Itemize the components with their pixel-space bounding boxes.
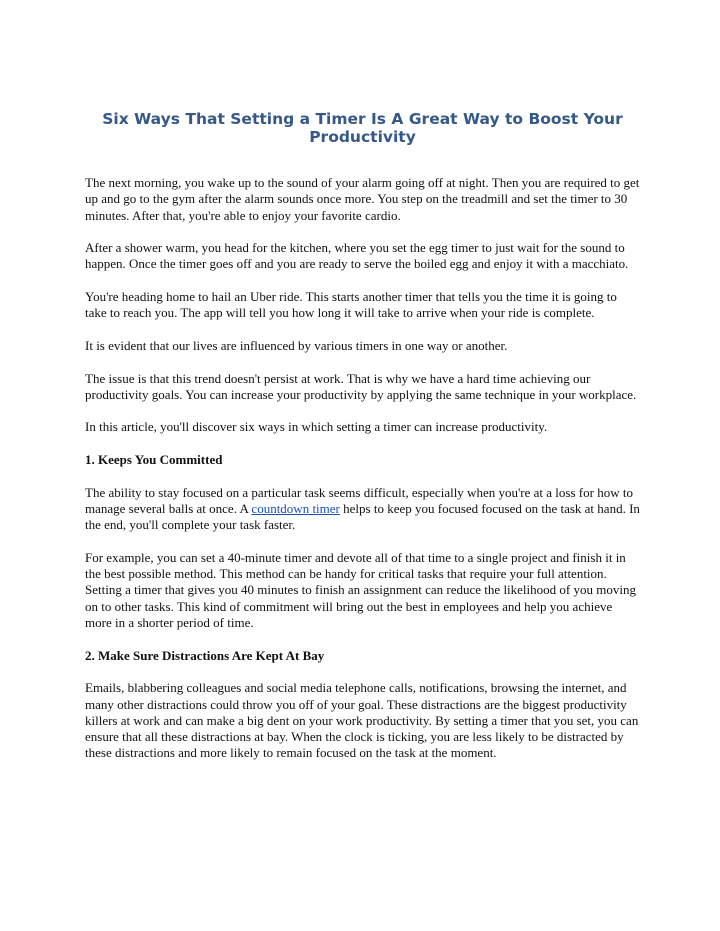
intro-paragraph-4: It is evident that our lives are influenced by various timers in one way or another.	[85, 337, 508, 353]
section-2-heading: 2. Make Sure Distractions Are Kept At Bay	[85, 647, 325, 663]
countdown-timer-link[interactable]: countdown timer	[251, 500, 340, 516]
intro-paragraph-5: The issue is that this trend doesn't persist at work. That is why we have a hard time achieving our productivity goals. You can increase your productivity by applying the same technique in your workplace.	[85, 370, 637, 402]
intro-paragraph-3: You're heading home to hail an Uber ride. This starts another timer that tells you the time it is going to take to reach you. The app will tell you how long it will take to arrive when your ride is complete.	[85, 289, 617, 321]
intro-paragraph-2: After a shower warm, you head for the kitchen, where you set the egg timer to just wait for the sound to happen. Once the timer goes off and you are ready to serve the boiled egg and enjoy it with a macchiato.	[85, 240, 629, 272]
intro-paragraph-6: In this article, you'll discover six ways in which setting a timer can increase productivity.	[85, 419, 548, 435]
intro-paragraph-1: The next morning, you wake up to the sound of your alarm going off at night. Then you are required to get up and go to the gym after the alarm sounds once more. You step on the treadmill and set the timer to 30 minutes. After that, you're able to enjoy your favorite cardio.	[85, 175, 640, 223]
section-1-paragraph-1	[85, 485, 640, 534]
section-1-text-after-link: helps to keep you focused focused on the task at hand. In the end, you'll complete your task faster.	[85, 500, 640, 533]
section-1-text-before-link: The ability to stay focused on a particular task seems difficult, especially when you're at a loss for how to manage several balls at once. A	[85, 484, 633, 516]
section-2-paragraph-1: Emails, blabbering colleagues and social media telephone calls, notifications, browsing the internet, and many other distractions could throw you off of your goal. These distractions are the biggest productivity killers at work and can make a big dent on your work productivity. By setting a timer that you set, you can ensure that all these distractions at bay. When the clock is ticking, you are less likely to be distracted by these distractions and more likely to remain focused on the task at the moment.	[85, 680, 639, 761]
document-title: Six Ways That Setting a Timer Is A Great Way to Boost Your Productivity	[102, 110, 623, 146]
section-1-heading: 1. Keeps You Committed	[85, 452, 223, 468]
section-1-paragraph-2: For example, you can set a 40-minute timer and devote all of that time to a single project and finish it in the best possible method. This method can be handy for critical tasks that require your full attention. Setting a timer that gives you 40 minutes to finish an assignment can reduce the likelihood of you moving on to other tasks. This kind of commitment will bring out the best in employees and help you achieve more in a shorter period of time.	[85, 549, 636, 631]
